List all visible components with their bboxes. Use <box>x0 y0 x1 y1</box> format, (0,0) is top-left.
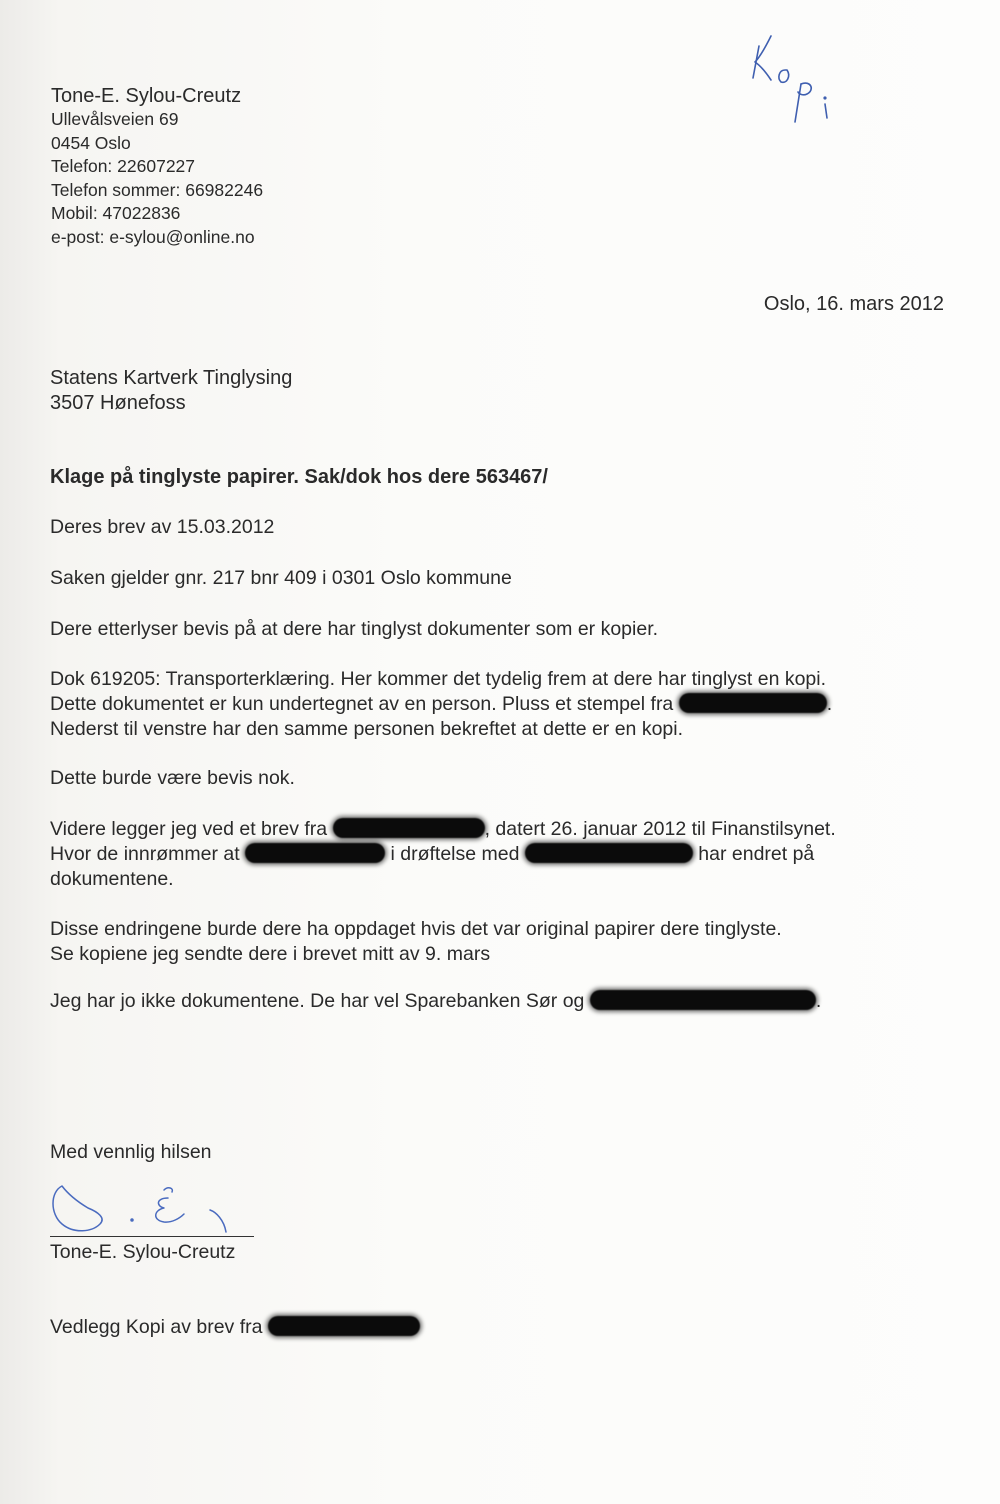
paragraph-request: Dere etterlyser bevis på at dere har tinglyst dokumenter som er kopier. <box>50 618 659 640</box>
letter-date: Oslo, 16. mars 2012 <box>763 293 944 315</box>
sender-postal: 0454 Oslo <box>51 132 131 153</box>
paragraph-property: Saken gjelder gnr. 217 bnr 409 i 0301 Oslo kommune <box>50 567 512 589</box>
letter-subject: Klage på tinglyste papirer. Sak/dok hos dere 563467/ <box>50 466 548 488</box>
paragraph-evidence: Dette burde være bevis nok. <box>50 767 295 789</box>
redaction-bar <box>245 843 385 863</box>
changes-line-1: Disse endringene burde dere ha oppdaget hvis det var original papirer dere tinglyste. <box>50 918 782 940</box>
attachment-text: Vedlegg Kopi av brev fra <box>50 1316 268 1338</box>
recipient-postal: 3507 Hønefoss <box>50 392 186 414</box>
documents-end: . <box>815 990 822 1012</box>
signer-name: Tone-E. Sylou-Creutz <box>50 1241 236 1263</box>
attached-letter-line-2-mid: i drøftelse med <box>385 843 525 865</box>
paragraph-changes <box>50 917 782 967</box>
recipient-block <box>50 366 292 416</box>
attached-letter-line-1-end: , datert 26. januar 2012 til Finanstilsynet. <box>484 818 836 840</box>
paragraph-documents <box>50 989 821 1014</box>
handwritten-kopi-note <box>745 18 845 128</box>
changes-line-2: Se kopiene jeg sendte dere i brevet mitt av 9. mars <box>50 943 491 965</box>
signature-line <box>50 1236 254 1237</box>
handwritten-signature <box>48 1172 258 1240</box>
document-line-1: Dok 619205: Transporterklæring. Her kommer det tydelig frem at dere har tinglyst en kopi. <box>50 668 827 690</box>
attached-letter-line-1-text: Videre legger jeg ved et brev fra <box>50 818 333 840</box>
document-line-2-end: . <box>826 693 833 715</box>
redaction-bar <box>268 1316 420 1336</box>
recipient-name: Statens Kartverk Tinglysing <box>50 367 293 389</box>
sender-name: Tone-E. Sylou-Creutz <box>51 85 242 107</box>
redaction-bar <box>590 990 816 1010</box>
attached-letter-line-3: dokumentene. <box>50 868 174 890</box>
sender-phone-summer: Telefon sommer: 66982246 <box>51 179 264 200</box>
sender-block <box>51 84 263 249</box>
documents-text: Jeg har jo ikke dokumentene. De har vel Sparebanken Sør og <box>50 990 590 1012</box>
attached-letter-line-2-end: har endret på <box>692 843 815 865</box>
paragraph-reference: Deres brev av 15.03.2012 <box>50 516 275 538</box>
sender-address: Ullevålsveien 69 <box>51 109 179 129</box>
redaction-bar <box>333 818 485 838</box>
sender-email: e-post: e-sylou@online.no <box>51 226 255 247</box>
paragraph-document <box>50 667 832 742</box>
redaction-bar <box>525 843 693 863</box>
attachment-note <box>50 1315 420 1340</box>
redaction-bar <box>679 693 827 713</box>
document-line-2-text: Dette dokumentet er kun undertegnet av en person. Pluss et stempel fra <box>50 693 679 715</box>
sender-phone: Telefon: 22607227 <box>51 156 196 176</box>
attached-letter-line-2-text: Hvor de innrømmer at <box>50 843 246 865</box>
closing-greeting: Med vennlig hilsen <box>50 1141 212 1163</box>
attached-letter-line-2 <box>50 842 836 867</box>
document-line-2 <box>50 692 832 717</box>
attached-letter-line-1 <box>50 817 836 842</box>
document-line-3: Nederst til venstre har den samme personen bekreftet at dette er en kopi. <box>50 718 684 740</box>
sender-mobile: Mobil: 47022836 <box>51 203 181 223</box>
paragraph-attached-letter <box>50 817 836 892</box>
